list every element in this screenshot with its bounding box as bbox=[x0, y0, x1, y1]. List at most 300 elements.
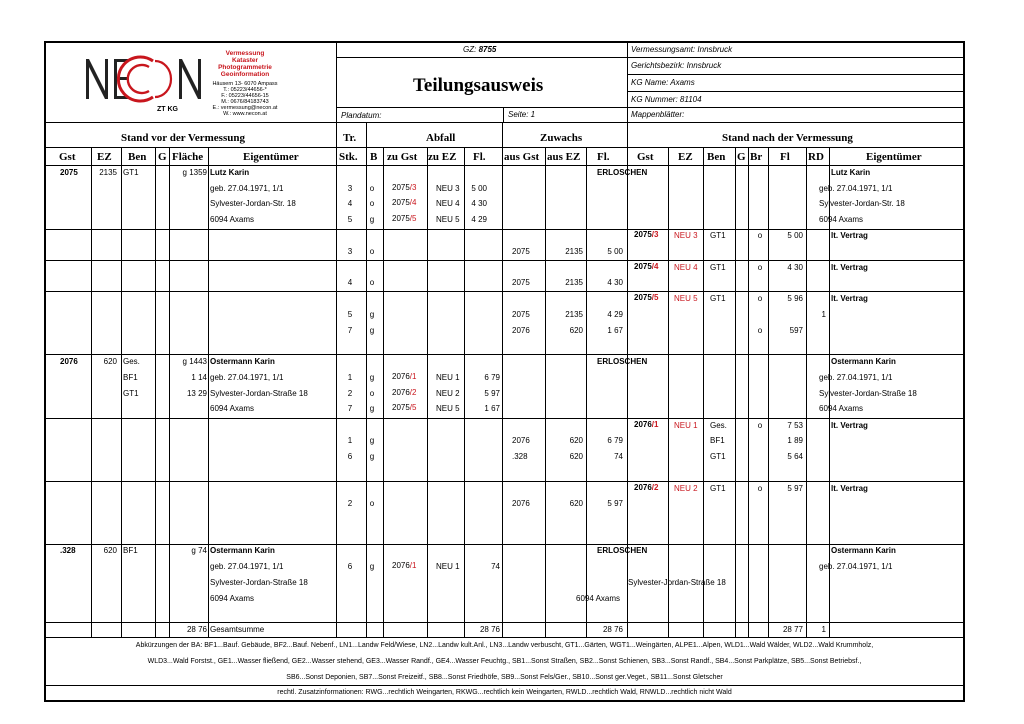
table-cell bbox=[819, 563, 892, 571]
cell-text: 5 97 bbox=[607, 499, 623, 508]
cell-text: 2075 bbox=[392, 214, 410, 223]
table-cell bbox=[831, 485, 868, 493]
cell-text: 4 bbox=[347, 199, 353, 208]
cell-text: 2075 bbox=[634, 230, 652, 239]
col-neu-g: G bbox=[737, 151, 746, 163]
cell-text: 5 96 bbox=[787, 294, 803, 303]
cell-text: geb. 27.04.1971, 1/1 bbox=[819, 184, 893, 193]
table-cell bbox=[380, 405, 500, 413]
cell-text: 2135 bbox=[565, 247, 583, 256]
table-cell bbox=[597, 358, 647, 366]
cell-text: GT1 bbox=[710, 231, 726, 240]
cell-text: BF1 bbox=[710, 436, 725, 445]
section-nach: Stand nach der Vermessung bbox=[722, 132, 853, 144]
table-cell bbox=[683, 453, 803, 461]
cell-text: o bbox=[369, 247, 375, 256]
table-cell bbox=[210, 216, 254, 224]
cell-text: o bbox=[757, 231, 763, 240]
cell-text: o bbox=[369, 184, 375, 193]
cell-text: 6094 Axams bbox=[819, 215, 864, 224]
cell-text: Sylvester-Jordan-Str. 18 bbox=[210, 199, 296, 208]
cell-text: o bbox=[757, 263, 763, 272]
table-cell bbox=[210, 626, 264, 634]
cell-text: 5 bbox=[347, 215, 353, 224]
cell-text: 6094 Axams bbox=[210, 594, 255, 603]
cell-text: GT1 bbox=[710, 263, 726, 272]
table-cell bbox=[87, 374, 207, 382]
table-cell bbox=[634, 484, 658, 492]
cell-text: 1 bbox=[347, 373, 353, 382]
cell-text: Ostermann Karin bbox=[210, 546, 275, 555]
cell-text: 4 30 bbox=[471, 199, 487, 208]
cell-text: .328 bbox=[512, 452, 528, 461]
cell-text: 1 67 bbox=[484, 404, 500, 413]
cell-text: 2075 bbox=[512, 310, 530, 319]
col-g: G bbox=[158, 151, 167, 163]
table-cell bbox=[831, 232, 868, 240]
cell-text: geb. 27.04.1971, 1/1 bbox=[819, 373, 893, 382]
table-cell bbox=[634, 421, 658, 429]
cell-text: NEU 1 bbox=[436, 373, 460, 382]
cell-text: 3 bbox=[347, 247, 353, 256]
cell-red-suffix: NEU 1 bbox=[674, 421, 698, 430]
col-neu-ez: EZ bbox=[678, 151, 693, 163]
cell-text: 6 bbox=[347, 452, 353, 461]
cell-text: 2076 bbox=[512, 436, 530, 445]
logo-services bbox=[205, 50, 285, 78]
vermessungsamt: Vermessungsamt: Innsbruck bbox=[631, 45, 733, 54]
table-cell bbox=[819, 185, 892, 193]
table-cell bbox=[210, 374, 283, 382]
logo-address-line: E.: vermessung@necon.at bbox=[212, 105, 278, 111]
table-cell bbox=[380, 374, 500, 382]
col-b: B bbox=[370, 151, 378, 163]
cell-text: Sylvester-Jordan-Straße 18 bbox=[628, 578, 726, 587]
cell-text: 5 64 bbox=[787, 452, 803, 461]
cell-text: Sylvester-Jordan-Straße 18 bbox=[210, 389, 308, 398]
col-neu-gst: Gst bbox=[637, 151, 654, 163]
cell-text: 6094 Axams bbox=[576, 594, 621, 603]
table-cell bbox=[367, 200, 487, 208]
table-cell bbox=[628, 579, 726, 587]
col-aus-gst: aus Gst bbox=[504, 151, 540, 163]
cell-text: o bbox=[369, 499, 375, 508]
table-cell bbox=[380, 563, 500, 571]
col-neu-eigentuemer: Eigentümer bbox=[866, 151, 922, 163]
gz-label: GZ: bbox=[463, 45, 477, 54]
col-flaeche: Fläche bbox=[172, 151, 204, 163]
cell-text: g bbox=[369, 373, 375, 382]
cell-text: o bbox=[369, 389, 375, 398]
cell-text: 7 53 bbox=[787, 421, 803, 430]
cell-text: 2135 bbox=[565, 310, 583, 319]
cell-text: 2075 bbox=[60, 168, 78, 177]
table-cell bbox=[87, 358, 207, 366]
cell-text: 5 00 bbox=[471, 184, 487, 193]
mappenblaetter: Mappenblätter: bbox=[631, 110, 685, 119]
table-cell bbox=[831, 295, 868, 303]
logo-sub: ZT KG bbox=[157, 106, 178, 113]
cell-text: 28 76 bbox=[479, 625, 500, 634]
cell-text: g bbox=[369, 452, 375, 461]
logo-address-line: W.: www.necon.at bbox=[223, 111, 267, 117]
table-cell bbox=[352, 500, 392, 508]
gerichtsbezirk: Gerichtsbezirk: Innsbruck bbox=[631, 61, 722, 70]
cell-red-suffix: /1 bbox=[409, 372, 417, 381]
cell-text: 13 29 bbox=[186, 389, 207, 398]
cell-text: 28 77 bbox=[782, 625, 803, 634]
cell-text: 5 97 bbox=[484, 389, 500, 398]
table-cell bbox=[819, 216, 863, 224]
cell-text: 1 14 bbox=[191, 373, 207, 382]
cell-text: 2 bbox=[347, 389, 353, 398]
cell-text: 5 bbox=[347, 310, 353, 319]
col-zu-ez: zu EZ bbox=[428, 151, 457, 163]
table-cell bbox=[352, 248, 392, 256]
cell-text: ERLOSCHEN bbox=[597, 546, 648, 555]
necon-logo-mark bbox=[83, 47, 208, 109]
cell-text: Sylvester-Jordan-Str. 18 bbox=[819, 199, 905, 208]
cell-text: 2135 bbox=[99, 168, 117, 177]
cell-text: 1 bbox=[347, 436, 353, 445]
cell-text: geb. 27.04.1971, 1/1 bbox=[210, 562, 284, 571]
table-cell bbox=[352, 311, 392, 319]
cell-text: 2075 bbox=[634, 293, 652, 302]
cell-text: 28 76 bbox=[602, 625, 623, 634]
cell-text: Ostermann Karin bbox=[831, 357, 896, 366]
table-cell bbox=[380, 626, 500, 634]
table-cell bbox=[819, 200, 905, 208]
cell-text: 5 00 bbox=[787, 231, 803, 240]
cell-text: 2 bbox=[347, 499, 353, 508]
footer-abbrev-line: WLD3...Wald Forstst., GE1...Wasser fließend, GE2...Wasser stehend, GE3...Wasser Randf., GE4...Wasser Feuchtg., SB1...Sonst Straßen, SB2...Sonst Schienen, SB3...Sonst Randf., SB4...Sonst Parkplätze, SB5...Sonst Betriebsf., bbox=[147, 658, 862, 665]
cell-text: GT1 bbox=[710, 294, 726, 303]
table-cell bbox=[210, 185, 283, 193]
cell-text: 2075 bbox=[392, 183, 410, 192]
cell-text: o bbox=[757, 421, 763, 430]
cell-text: GT1 bbox=[710, 484, 726, 493]
table-cell bbox=[683, 232, 803, 240]
cell-text: 597 bbox=[789, 326, 803, 335]
logo-address-line: F.: 05223/44656-15 bbox=[221, 93, 269, 99]
col-zuwachs-fl: Fl. bbox=[597, 151, 610, 163]
cell-text: 2075 bbox=[634, 262, 652, 271]
cell-text: 620 bbox=[103, 546, 117, 555]
cell-text: o bbox=[369, 278, 375, 287]
cell-text: 6094 Axams bbox=[819, 404, 864, 413]
table-cell bbox=[503, 311, 623, 319]
table-cell bbox=[831, 422, 868, 430]
cell-text: 4 29 bbox=[607, 310, 623, 319]
table-cell bbox=[210, 405, 254, 413]
table-cell bbox=[503, 500, 623, 508]
cell-text: 2076 bbox=[392, 388, 410, 397]
table-cell bbox=[210, 358, 275, 366]
logo-service-line: Vermessung bbox=[225, 50, 265, 57]
cell-text: NEU 3 bbox=[436, 184, 460, 193]
seite-label: Seite: 1 bbox=[508, 110, 536, 119]
cell-text: .328 bbox=[60, 546, 76, 555]
cell-red-suffix: /5 bbox=[409, 214, 417, 223]
table-cell bbox=[210, 169, 249, 177]
table-cell bbox=[576, 595, 620, 603]
cell-text: o bbox=[369, 199, 375, 208]
table-cell bbox=[831, 547, 896, 555]
cell-text: 2135 bbox=[565, 278, 583, 287]
logo-service-line: Geoinformation bbox=[220, 71, 270, 78]
cell-text: ERLOSCHEN bbox=[597, 168, 648, 177]
table-cell bbox=[683, 422, 803, 430]
table-cell bbox=[352, 279, 392, 287]
cell-text: NEU 1 bbox=[436, 562, 460, 571]
table-cell bbox=[683, 327, 803, 335]
kg-nummer: KG Nummer: 81104 bbox=[631, 95, 702, 104]
cell-text: 6 79 bbox=[607, 436, 623, 445]
table-cell bbox=[831, 264, 868, 272]
plandatum-label: Plandatum: bbox=[341, 111, 382, 120]
cell-text: Sylvester-Jordan-Straße 18 bbox=[819, 389, 917, 398]
section-vor: Stand vor der Vermessung bbox=[121, 132, 245, 144]
cell-text: 6 79 bbox=[484, 373, 500, 382]
cell-text: lt. Vertrag bbox=[831, 231, 868, 240]
cell-red-suffix: /2 bbox=[651, 483, 659, 492]
cell-text: 3 bbox=[347, 184, 353, 193]
table-cell bbox=[831, 169, 870, 177]
table-cell bbox=[634, 263, 658, 271]
table-cell bbox=[87, 169, 207, 177]
cell-text: lt. Vertrag bbox=[831, 294, 868, 303]
cell-text: o bbox=[757, 294, 763, 303]
cell-text: 4 30 bbox=[787, 263, 803, 272]
logo-address bbox=[205, 81, 285, 117]
cell-red-suffix: /4 bbox=[651, 262, 659, 271]
cell-text: g 74 bbox=[191, 546, 207, 555]
cell-text: 2075 bbox=[392, 198, 410, 207]
col-gst: Gst bbox=[59, 151, 76, 163]
table-cell bbox=[380, 390, 500, 398]
cell-text: g bbox=[369, 310, 375, 319]
table-cell bbox=[367, 216, 487, 224]
cell-text: 5 97 bbox=[787, 484, 803, 493]
table-cell bbox=[634, 294, 658, 302]
cell-text: Ostermann Karin bbox=[210, 357, 275, 366]
cell-text: Ostermann Karin bbox=[831, 546, 896, 555]
table-cell bbox=[831, 358, 896, 366]
cell-red-suffix: /4 bbox=[409, 198, 417, 207]
company-logo bbox=[83, 47, 283, 117]
table-cell bbox=[706, 626, 826, 634]
cell-red-suffix: NEU 4 bbox=[674, 263, 698, 272]
cell-text: 74 bbox=[491, 562, 500, 571]
cell-text: 7 bbox=[347, 326, 353, 335]
cell-text: NEU 5 bbox=[436, 404, 460, 413]
cell-text: g bbox=[369, 215, 375, 224]
table-cell bbox=[503, 626, 623, 634]
table-cell bbox=[210, 390, 308, 398]
cell-text: 1 bbox=[821, 625, 826, 634]
cell-text: 2076 bbox=[634, 483, 652, 492]
section-tr: Tr. bbox=[343, 132, 357, 144]
cell-red-suffix: /1 bbox=[651, 420, 659, 429]
cell-red-suffix: /2 bbox=[409, 388, 417, 397]
cell-red-suffix: NEU 3 bbox=[674, 231, 698, 240]
cell-text: Gesamtsumme bbox=[210, 625, 265, 634]
table-cell bbox=[210, 595, 254, 603]
cell-text: g bbox=[369, 562, 375, 571]
col-rd: RD bbox=[808, 151, 824, 163]
cell-text: lt. Vertrag bbox=[831, 263, 868, 272]
cell-text: NEU 5 bbox=[436, 215, 460, 224]
cell-text: BF1 bbox=[123, 546, 138, 555]
cell-text: 2076 bbox=[392, 372, 410, 381]
gz-field bbox=[463, 46, 496, 54]
table-cell bbox=[503, 437, 623, 445]
gz-value: 8755 bbox=[478, 45, 497, 54]
cell-red-suffix: /3 bbox=[651, 230, 659, 239]
table-cell bbox=[597, 547, 647, 555]
footer-legal-line: rechtl. Zusatzinformationen: RWG...rechtlich Weingarten, RKWG...rechtlich kein Weingarten, RWLD...rechtlich Wald, RNWLD...rechtlich nicht Wald bbox=[277, 689, 732, 696]
cell-text: 1 bbox=[821, 310, 826, 319]
cell-text: NEU 2 bbox=[436, 389, 460, 398]
table-cell bbox=[634, 231, 658, 239]
footer-abbrev-line: Abkürzungen der BA: BF1...Bauf. Gebäude, BF2...Bauf. Nebenf., LN1...Landw Feld/Wiese, LN2...Landw kult.Anl., LN3...Landw verbuscht, GT1...Gärten, WGT1...Weingärten, ALPE1...Alpen, WLD1...Wald Wälder, WLD2...Wald Krummholz, bbox=[135, 642, 874, 649]
cell-text: 6094 Axams bbox=[210, 404, 255, 413]
table-cell bbox=[819, 374, 892, 382]
cell-text: geb. 27.04.1971, 1/1 bbox=[210, 184, 284, 193]
table-cell bbox=[683, 295, 803, 303]
table-cell bbox=[352, 437, 392, 445]
cell-text: 2076 bbox=[392, 561, 410, 570]
cell-text: g 1359 bbox=[182, 168, 207, 177]
cell-text: 620 bbox=[569, 326, 583, 335]
cell-text: g bbox=[369, 436, 375, 445]
cell-text: g bbox=[369, 326, 375, 335]
col-ben: Ben bbox=[128, 151, 147, 163]
table-cell bbox=[210, 547, 275, 555]
cell-text: 6 bbox=[347, 562, 353, 571]
table-cell bbox=[819, 405, 863, 413]
footer-abbrev-line: SB6...Sonst Deponien, SB7...Sonst Freizeitf., SB8...Sonst Friedhöfe, SB9...Sonst Fels/Ger., SB10...Sonst ger.Veget., SB11...Sonst Gletscher bbox=[286, 674, 723, 681]
cell-text: Sylvester-Jordan-Straße 18 bbox=[210, 578, 308, 587]
cell-text: 5 00 bbox=[607, 247, 623, 256]
col-aus-ez: aus EZ bbox=[547, 151, 581, 163]
table-cell bbox=[87, 390, 207, 398]
logo-service-line: Photogrammetrie bbox=[218, 64, 272, 71]
col-abfall-fl: Fl. bbox=[473, 151, 486, 163]
table-cell bbox=[367, 185, 487, 193]
col-eigentuemer: Eigentümer bbox=[243, 151, 299, 163]
cell-text: 2076 bbox=[512, 499, 530, 508]
table-cell bbox=[210, 200, 296, 208]
cell-text: 74 bbox=[614, 452, 623, 461]
cell-red-suffix: /3 bbox=[409, 183, 417, 192]
logo-address-line: T.: 05223/44656-* bbox=[223, 87, 267, 93]
col-neu-ben: Ben bbox=[707, 151, 726, 163]
document-title: Teilungsausweis bbox=[413, 75, 544, 96]
cell-text: 6094 Axams bbox=[210, 215, 255, 224]
cell-text: 4 29 bbox=[471, 215, 487, 224]
cell-text: Ges. bbox=[710, 421, 727, 430]
table-cell bbox=[87, 547, 207, 555]
section-abfall: Abfall bbox=[426, 132, 456, 144]
cell-text: 2075 bbox=[512, 278, 530, 287]
table-cell bbox=[503, 248, 623, 256]
table-cell bbox=[87, 626, 207, 634]
cell-red-suffix: NEU 5 bbox=[674, 294, 698, 303]
kg-name: KG Name: Axams bbox=[631, 78, 695, 87]
cell-text: GT1 bbox=[123, 389, 139, 398]
cell-text: Lutz Karin bbox=[210, 168, 250, 177]
cell-text: NEU 4 bbox=[436, 199, 460, 208]
cell-text: g 1443 bbox=[182, 357, 207, 366]
table-cell bbox=[352, 453, 392, 461]
cell-text: 620 bbox=[569, 452, 583, 461]
cell-text: GT1 bbox=[123, 168, 139, 177]
table-cell bbox=[352, 327, 392, 335]
table-cell bbox=[683, 437, 803, 445]
col-fl: Fl bbox=[780, 151, 790, 163]
table-cell bbox=[210, 579, 308, 587]
cell-red-suffix: /1 bbox=[409, 561, 417, 570]
cell-red-suffix: /5 bbox=[651, 293, 659, 302]
col-br: Br bbox=[750, 151, 763, 163]
cell-text: ERLOSCHEN bbox=[597, 357, 648, 366]
cell-text: 2076 bbox=[512, 326, 530, 335]
table-cell bbox=[503, 279, 623, 287]
cell-text: 7 bbox=[347, 404, 353, 413]
cell-text: 620 bbox=[569, 499, 583, 508]
cell-text: g bbox=[369, 404, 375, 413]
cell-text: 4 30 bbox=[607, 278, 623, 287]
cell-text: 2075 bbox=[512, 247, 530, 256]
cell-text: o bbox=[757, 326, 763, 335]
table-cell bbox=[597, 169, 647, 177]
cell-text: GT1 bbox=[710, 452, 726, 461]
cell-text: 2076 bbox=[634, 420, 652, 429]
logo-address-line: Häusern 13- 6070 Ampass bbox=[212, 81, 278, 87]
table-cell bbox=[819, 390, 917, 398]
cell-text: 1 89 bbox=[787, 436, 803, 445]
cell-text: geb. 27.04.1971, 1/1 bbox=[210, 373, 284, 382]
cell-text: 1 67 bbox=[607, 326, 623, 335]
table-cell bbox=[210, 563, 283, 571]
logo-service-line: Kataster bbox=[231, 57, 258, 64]
col-zu-gst: zu Gst bbox=[387, 151, 418, 163]
table-cell bbox=[503, 327, 623, 335]
cell-red-suffix: /5 bbox=[409, 403, 417, 412]
col-ez: EZ bbox=[97, 151, 112, 163]
cell-text: 4 bbox=[347, 278, 353, 287]
cell-text: Ges. bbox=[123, 357, 140, 366]
table-cell bbox=[706, 311, 826, 319]
cell-text: 2075 bbox=[392, 403, 410, 412]
logo-address-line: M.: 0676/84183743 bbox=[221, 99, 269, 105]
cell-text: lt. Vertrag bbox=[831, 484, 868, 493]
col-stk: Stk. bbox=[339, 151, 358, 163]
table-cell bbox=[683, 264, 803, 272]
section-zuwachs: Zuwachs bbox=[540, 132, 583, 144]
table-cell bbox=[503, 453, 623, 461]
cell-text: 2076 bbox=[60, 357, 78, 366]
cell-text: Lutz Karin bbox=[831, 168, 871, 177]
cell-red-suffix: NEU 2 bbox=[674, 484, 698, 493]
table-cell bbox=[683, 485, 803, 493]
cell-text: lt. Vertrag bbox=[831, 421, 868, 430]
cell-text: 620 bbox=[103, 357, 117, 366]
cell-text: 28 76 bbox=[186, 625, 207, 634]
cell-text: geb. 27.04.1971, 1/1 bbox=[819, 562, 893, 571]
cell-text: o bbox=[757, 484, 763, 493]
